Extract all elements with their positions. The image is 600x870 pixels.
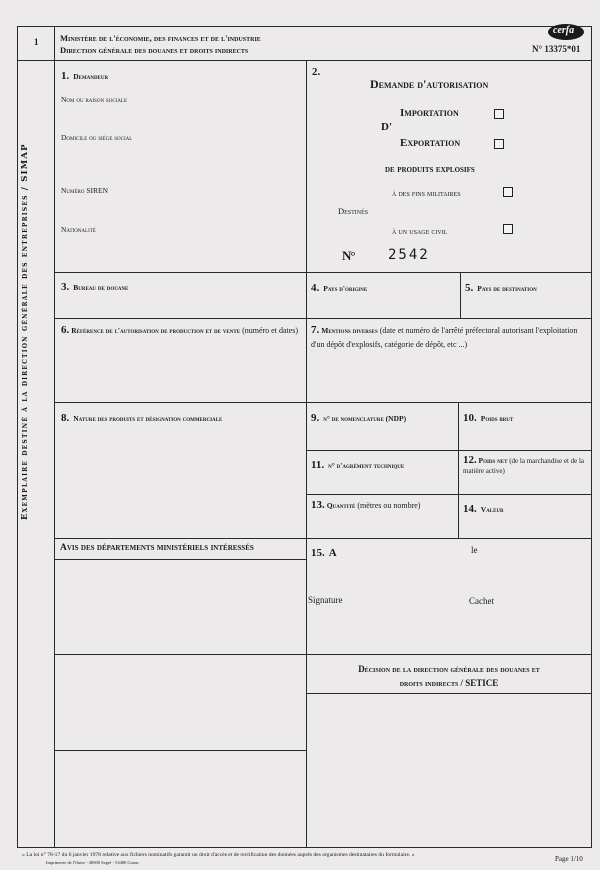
civil-label: à un usage civil (392, 226, 448, 236)
box6-heading: 6. Référence de l'autorisation de production et de vente (numéro et dates) (61, 324, 299, 336)
name-label: Nom ou raison sociale (61, 95, 128, 104)
box8-heading: 8. Nature des produits et désignation commerciale (61, 412, 223, 424)
explosives-label: de produits explosifs (385, 164, 475, 175)
privacy-notice: « La loi n° 78-17 du 6 janvier 1978 relative aux fichiers nominatifs garantit un droit d'accès et de rectification des données auprès des organismes destinataires du formulaire. » (22, 852, 415, 858)
printer-info: Imprimerie de l'Outre - 40000 Segré - 53400 Craon (46, 860, 139, 865)
ministerial-opinions-title: Avis des départements ministériels intéressés (60, 543, 254, 553)
civil-checkbox[interactable] (503, 224, 513, 234)
cerfa-logo: cerfa (548, 24, 584, 40)
box7-heading: 7. Mentions diverses (date et numéro de l'arrêté préfectoral autorisant l'exploitation d'un dépôt d'explosifs, catégorie de dépôt, etc ...) (311, 324, 578, 349)
box4-heading: 4. Pays d'origine (311, 282, 368, 294)
military-checkbox[interactable] (503, 187, 513, 197)
box5-heading: 5. Pays de destination (465, 282, 537, 294)
ministry-name: Ministère de l'économie, des finances et de l'industrie (60, 33, 261, 43)
box10-heading: 10. Poids brut (463, 412, 514, 424)
import-checkbox[interactable] (494, 109, 504, 119)
request-title: Demande d'autorisation (370, 77, 489, 91)
box1-heading: 1. Demandeur (61, 70, 109, 82)
serial-prefix: N° (342, 248, 355, 263)
box15-heading: 15. A (311, 547, 337, 559)
box14-heading: 14. Valeur (463, 503, 504, 515)
export-checkbox[interactable] (494, 139, 504, 149)
destined-label: Destinés (338, 206, 369, 216)
address-label: Domicile ou siège social (61, 133, 133, 142)
stamp-label: Cachet (469, 596, 494, 606)
box12-heading: 12. Poids net (de la marchandise et de la matière active) (463, 454, 585, 475)
box9-heading: 9. n° de nomenclature (NDP) (311, 412, 407, 424)
military-label: à des fins militaires (392, 188, 461, 198)
box13-heading: 13. Quantité (mètres ou nombre) (311, 499, 421, 511)
direction-name: Direction générale des douanes et droits indirects (60, 45, 249, 55)
decision-title-line1: Décision de la direction générale des douanes et (358, 664, 540, 674)
export-label: Exportation (400, 137, 461, 149)
siren-label: Numéro SIREN (61, 186, 109, 195)
box2-number: 2. (312, 66, 321, 78)
recipient-side-text: Exemplaire destiné à la direction générale des entreprises / SIMAP (20, 143, 30, 520)
box3-heading: 3. Bureau de douane (61, 281, 129, 293)
page-number: 1 (34, 37, 39, 47)
decision-title-line2: droits indirects / SETICE (399, 678, 499, 688)
serial-number: 2542 (388, 247, 430, 263)
nationality-label: Nationalité (61, 225, 96, 234)
cerfa-number: N° 13375*01 (532, 44, 581, 54)
page-indicator: Page 1/10 (555, 855, 583, 863)
box-demandeur[interactable] (55, 61, 306, 272)
signature-label: Signature (308, 595, 343, 605)
box11-heading: 11. n° d'agrément technique (311, 459, 405, 471)
import-label: Importation (400, 107, 459, 119)
date-label: le (471, 545, 478, 555)
d-label: D' (381, 121, 392, 133)
